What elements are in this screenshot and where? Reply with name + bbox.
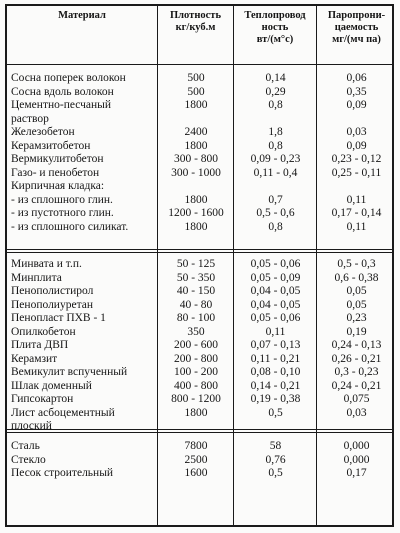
cell-density: 300 - 800 [173,153,219,165]
cell-density: 400 - 800 [173,379,219,392]
table-row [7,326,392,340]
section-insulation [7,258,392,434]
cell-material: Минвата и т.п. [11,258,82,270]
header-conductivity [234,10,316,46]
cell-permeability: 0,000 [343,440,370,452]
cell-permeability: 0,6 - 0,38 [334,271,379,284]
cell-density: 80 - 100 [176,312,216,324]
cell-conductivity: 0,8 [268,99,283,111]
header-density [158,10,233,34]
cell-material: Пенопласт ПХВ - 1 [11,312,106,324]
header-permeability-line: Паропрони- [327,10,386,21]
cell-permeability: 0,24 - 0,13 [331,339,382,351]
cell-material: Пенополистирол [11,285,94,297]
cell-material: Керамзит [11,352,58,365]
header-permeability-line: мг/(мч па) [332,34,381,45]
table-row [7,126,392,140]
cell-material: - из сплошного глин. [11,193,113,206]
cell-material: Железобетон [11,126,75,138]
cell-permeability: 0,5 - 0,3 [337,258,376,270]
cell-permeability: 0,26 - 0,21 [331,352,382,365]
table-row [7,366,392,380]
cell-conductivity: 0,11 - 0,4 [253,166,298,179]
cell-permeability: 0,35 [346,85,367,98]
cell-permeability: 0,19 [346,325,367,338]
section-divider [7,249,392,250]
cell-density: 2500 [184,453,208,466]
cell-density: 200 - 800 [173,352,219,365]
cell-permeability: 0,17 - 0,14 [331,207,382,219]
cell-conductivity: 0,8 [268,139,283,152]
table-row [7,393,392,407]
cell-material: - из пустотного глин. [11,207,114,219]
cell-permeability: 0,17 [346,467,367,479]
cell-material: Песок строительный [11,467,114,479]
cell-permeability: 0,03 [346,126,367,138]
cell-conductivity: 0,09 - 0,23 [250,153,301,165]
table-row [7,353,392,367]
table-row [7,180,392,194]
cell-material: Опилкобетон [11,325,76,338]
cell-material: Плита ДВП [11,339,69,351]
table-row [7,420,392,434]
cell-permeability: 0,09 [346,139,367,152]
cell-density: 50 - 350 [176,271,216,284]
cell-conductivity: 0,8 [268,220,283,233]
table-row [7,221,392,235]
cell-material: Шлак доменный [11,379,92,392]
cell-conductivity: 0,05 - 0,06 [250,258,301,270]
section-construction [7,72,392,234]
cell-conductivity: 0,14 - 0,21 [250,379,301,392]
cell-density: 100 - 200 [173,366,219,378]
cell-permeability: 0,23 [346,312,367,324]
header-material [7,10,157,22]
cell-conductivity: 0,04 - 0,05 [250,285,301,297]
header-conductivity-line: Теплопровод [244,10,306,21]
cell-conductivity: 0,7 [268,193,283,206]
cell-density: 1800 [184,99,208,111]
cell-density: 40 - 80 [179,298,213,311]
cell-permeability: 0,05 [346,285,367,297]
table-row [7,454,392,468]
cell-permeability: 0,03 [346,406,367,419]
cell-material: Пенополиуретан [11,298,93,311]
header-density-line: кг/куб.м [175,22,216,33]
cell-material: Лист асбоцементный [11,406,115,419]
cell-density: 300 - 1000 [171,166,221,179]
table-row [7,72,392,86]
materials-table [5,4,394,527]
section-other [7,440,392,481]
cell-permeability: 0,25 - 0,11 [331,166,382,179]
table-row [7,285,392,299]
cell-conductivity: 0,04 - 0,05 [250,298,301,311]
table-row [7,167,392,181]
cell-permeability: 0,11 [346,193,367,206]
cell-material: Цементно-песчаный [11,99,112,111]
cell-material: Вермикулитобетон [11,153,104,165]
cell-conductivity: 1,8 [268,126,283,138]
header-permeability-line: цаемость [334,22,379,33]
table-row [7,86,392,100]
cell-density: 800 - 1200 [171,393,221,405]
cell-material: - из сплошного силикат. [11,220,129,233]
header-material-label: Материал [58,10,106,21]
cell-density: 1600 [184,467,208,479]
cell-permeability: 0,11 [346,220,367,233]
cell-material: Гипсокартон [11,393,74,405]
cell-material: Вемикулит вспученный [11,366,128,378]
cell-material: Кирпичная кладка: [11,180,105,192]
cell-permeability: 0,06 [346,72,367,84]
cell-density: 200 - 600 [173,339,219,351]
cell-conductivity: 0,76 [265,453,286,466]
cell-density: 1200 - 1600 [168,207,224,219]
cell-conductivity: 0,19 - 0,38 [250,393,301,405]
cell-conductivity: 0,5 - 0,6 [256,207,295,219]
cell-permeability: 0,05 [346,298,367,311]
cell-conductivity: 0,08 - 0,10 [250,366,301,378]
cell-density: 500 [187,72,205,84]
cell-material: Сосна вдоль волокон [11,85,114,98]
cell-density: 2400 [184,126,208,138]
cell-conductivity: 0,11 [265,325,286,338]
table-row [7,153,392,167]
cell-conductivity: 0,05 - 0,06 [250,312,301,324]
table-row [7,467,392,481]
cell-conductivity: 0,05 - 0,09 [250,271,301,284]
cell-material: Сосна поперек волокон [11,72,126,84]
cell-density: 40 - 150 [176,285,216,297]
cell-material: плоский [11,420,52,432]
table-row [7,194,392,208]
table-row [7,339,392,353]
header-permeability [317,10,396,46]
header-divider [7,64,392,65]
cell-density: 1800 [184,139,208,152]
cell-material: Керамзитобетон [11,139,91,152]
cell-material: Минплита [11,271,62,284]
cell-permeability: 0,09 [346,99,367,111]
cell-permeability: 0,3 - 0,23 [334,366,379,378]
cell-permeability: 0,000 [343,453,370,466]
cell-material: Стекло [11,453,46,466]
table-row [7,380,392,394]
table-row [7,140,392,154]
cell-conductivity: 58 [269,440,282,452]
section-divider [7,252,392,253]
table-row [7,272,392,286]
cell-permeability: 0,075 [343,393,370,405]
cell-conductivity: 0,11 - 0,21 [250,352,301,365]
cell-density: 350 [187,325,205,338]
cell-density: 1800 [184,193,208,206]
cell-density: 7800 [184,440,208,452]
table-row [7,299,392,313]
cell-density: 1800 [184,406,208,419]
cell-material: раствор [11,112,49,125]
header-density-line: Плотность [170,10,221,21]
table-row [7,440,392,454]
table-row [7,258,392,272]
cell-conductivity: 0,07 - 0,13 [250,339,301,351]
table-row [7,207,392,221]
table-row [7,99,392,113]
cell-conductivity: 0,29 [265,85,286,98]
header-conductivity-line: вт/(м°с) [256,34,294,45]
cell-permeability: 0,23 - 0,12 [331,153,382,165]
table-row [7,312,392,326]
header-conductivity-line: ность [261,22,289,33]
cell-permeability: 0,24 - 0,21 [331,379,382,392]
cell-conductivity: 0,5 [268,406,283,419]
cell-conductivity: 0,14 [265,72,286,84]
cell-density: 50 - 125 [176,258,216,270]
cell-density: 500 [187,85,205,98]
cell-conductivity: 0,5 [268,467,283,479]
cell-material: Сталь [11,440,40,452]
table-row [7,113,392,127]
cell-density: 1800 [184,220,208,233]
table-row [7,407,392,421]
cell-material: Газо- и пенобетон [11,166,100,179]
